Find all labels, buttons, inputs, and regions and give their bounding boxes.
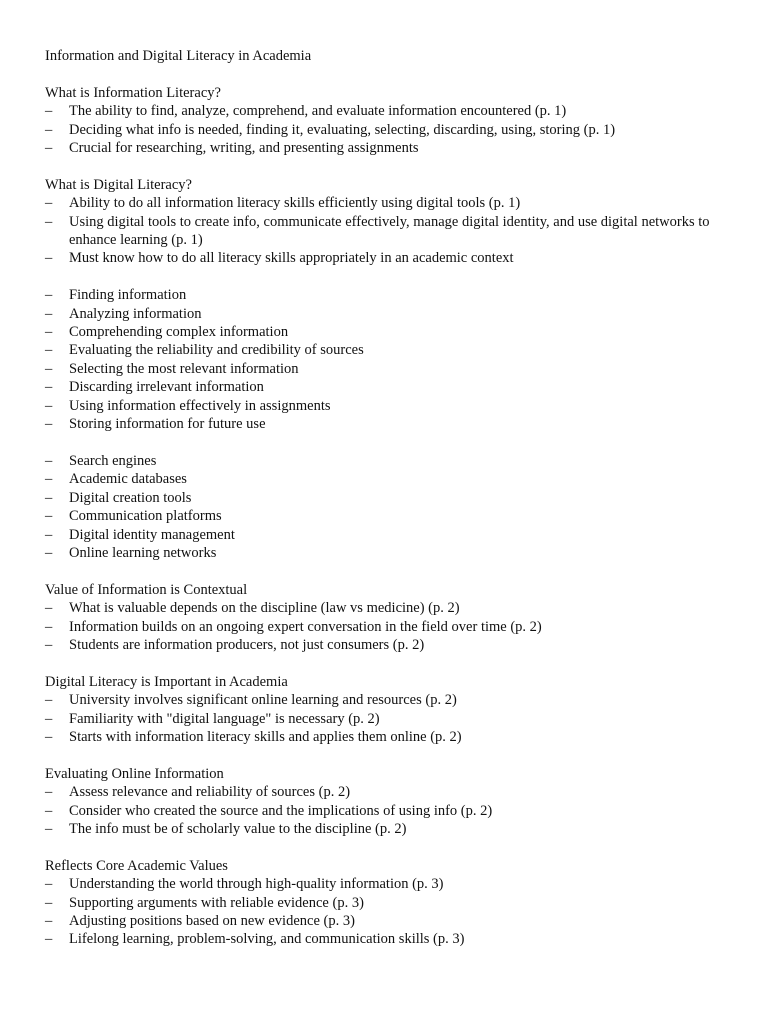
list-item [45, 599, 735, 617]
dash-bullet-icon: – [45, 195, 53, 212]
dash-bullet-icon: – [45, 692, 53, 709]
dash-bullet-icon: – [45, 802, 53, 819]
list-item-text: Must know how to do all literacy skills appropriately in an academic context [69, 250, 514, 267]
dash-bullet-icon: – [45, 710, 53, 727]
list-item-text: Comprehending complex information [69, 324, 289, 341]
bullet-list [45, 691, 735, 746]
list-item [45, 139, 735, 157]
list-item-text: Communication platforms [69, 508, 222, 525]
list-item [45, 875, 735, 893]
section-heading: Digital Literacy is Important in Academia [45, 673, 288, 690]
list-item-text: Information builds on an ongoing expert conversation in the field over time (p. 2) [69, 618, 542, 635]
notes-section [45, 176, 735, 268]
list-item [45, 341, 735, 359]
list-item-text: Using information effectively in assignments [69, 397, 331, 414]
list-item [45, 323, 735, 341]
bullet-list [45, 875, 735, 949]
list-item [45, 489, 735, 507]
list-item-text: Supporting arguments with reliable evidence (p. 3) [69, 894, 364, 911]
list-item [45, 912, 735, 930]
list-item-text: Starts with information literacy skills and applies them online (p. 2) [69, 728, 462, 745]
list-item-text: Digital identity management [69, 526, 235, 543]
document-sections [45, 84, 735, 949]
list-item [45, 507, 735, 525]
dash-bullet-icon: – [45, 894, 53, 911]
section-heading: Value of Information is Contextual [45, 581, 248, 598]
list-item [45, 470, 735, 488]
dash-bullet-icon: – [45, 931, 53, 948]
dash-bullet-icon: – [45, 324, 53, 341]
notes-section [45, 581, 735, 655]
notes-section [45, 286, 735, 433]
dash-bullet-icon: – [45, 636, 53, 653]
list-item [45, 121, 735, 139]
list-item-text: Storing information for future use [69, 416, 266, 433]
list-item [45, 544, 735, 562]
section-heading: What is Information Literacy? [45, 84, 221, 101]
list-item-text: Using digital tools to create info, communicate effectively, manage digital identity, and use digital networks to enhance learning (p. 1) [69, 213, 710, 249]
dash-bullet-icon: – [45, 379, 53, 396]
list-item [45, 636, 735, 654]
list-item-text: Deciding what info is needed, finding it, evaluating, selecting, discarding, using, storing (p. 1) [69, 121, 616, 138]
list-item-text: Familiarity with "digital language" is necessary (p. 2) [69, 710, 380, 727]
notes-section [45, 452, 735, 562]
list-item-text: Discarding irrelevant information [69, 379, 264, 396]
list-item [45, 249, 735, 267]
list-item [45, 783, 735, 801]
list-item-text: Lifelong learning, problem-solving, and communication skills (p. 3) [69, 931, 465, 948]
list-item [45, 305, 735, 323]
bullet-list [45, 452, 735, 562]
list-item [45, 618, 735, 636]
list-item [45, 930, 735, 948]
list-item-text: The ability to find, analyze, comprehend, and evaluate information encountered (p. 1) [69, 103, 567, 120]
dash-bullet-icon: – [45, 489, 53, 506]
list-item [45, 213, 735, 250]
list-item-text: Digital creation tools [69, 489, 192, 506]
dash-bullet-icon: – [45, 452, 53, 469]
dash-bullet-icon: – [45, 305, 53, 322]
dash-bullet-icon: – [45, 342, 53, 359]
document-page [45, 47, 735, 967]
bullet-list [45, 599, 735, 654]
list-item-text: Finding information [69, 287, 187, 304]
list-item [45, 894, 735, 912]
list-item [45, 397, 735, 415]
list-item-text: Evaluating the reliability and credibility of sources [69, 342, 364, 359]
dash-bullet-icon: – [45, 287, 53, 304]
dash-bullet-icon: – [45, 416, 53, 433]
list-item [45, 802, 735, 820]
dash-bullet-icon: – [45, 820, 53, 837]
list-item [45, 194, 735, 212]
section-heading: Evaluating Online Information [45, 765, 224, 782]
list-item-text: Selecting the most relevant information [69, 360, 299, 377]
list-item [45, 286, 735, 304]
list-item-text: Ability to do all information literacy skills efficiently using digital tools (p. 1) [69, 195, 521, 212]
list-item-text: Understanding the world through high-quality information (p. 3) [69, 876, 444, 893]
dash-bullet-icon: – [45, 121, 53, 138]
notes-section [45, 673, 735, 747]
list-item-text: University involves significant online learning and resources (p. 2) [69, 692, 457, 709]
dash-bullet-icon: – [45, 728, 53, 745]
dash-bullet-icon: – [45, 544, 53, 561]
dash-bullet-icon: – [45, 360, 53, 377]
list-item-text: Analyzing information [69, 305, 202, 322]
dash-bullet-icon: – [45, 600, 53, 617]
list-item-text: Students are information producers, not just consumers (p. 2) [69, 636, 425, 653]
list-item-text: What is valuable depends on the discipline (law vs medicine) (p. 2) [69, 600, 460, 617]
list-item-text: Crucial for researching, writing, and presenting assignments [69, 140, 419, 157]
list-item [45, 102, 735, 120]
list-item-text: Adjusting positions based on new evidence (p. 3) [69, 912, 355, 929]
dash-bullet-icon: – [45, 103, 53, 120]
list-item [45, 415, 735, 433]
section-heading: Reflects Core Academic Values [45, 857, 228, 874]
list-item [45, 820, 735, 838]
dash-bullet-icon: – [45, 250, 53, 267]
list-item [45, 710, 735, 728]
list-item [45, 691, 735, 709]
dash-bullet-icon: – [45, 213, 53, 230]
dash-bullet-icon: – [45, 471, 53, 488]
list-item-text: Search engines [69, 452, 157, 469]
list-item [45, 728, 735, 746]
dash-bullet-icon: – [45, 912, 53, 929]
section-heading: What is Digital Literacy? [45, 176, 192, 193]
dash-bullet-icon: – [45, 508, 53, 525]
notes-section [45, 765, 735, 839]
list-item [45, 452, 735, 470]
document-title: Information and Digital Literacy in Academia [45, 48, 312, 64]
dash-bullet-icon: – [45, 140, 53, 157]
list-item-text: The info must be of scholarly value to the discipline (p. 2) [69, 820, 407, 837]
list-item-text: Consider who created the source and the implications of using info (p. 2) [69, 802, 493, 819]
notes-section [45, 857, 735, 949]
dash-bullet-icon: – [45, 876, 53, 893]
dash-bullet-icon: – [45, 397, 53, 414]
bullet-list [45, 286, 735, 433]
bullet-list [45, 194, 735, 268]
list-item [45, 378, 735, 396]
list-item-text: Online learning networks [69, 544, 217, 561]
list-item-text: Assess relevance and reliability of sources (p. 2) [69, 784, 351, 801]
bullet-list [45, 783, 735, 838]
notes-section [45, 84, 735, 158]
list-item [45, 360, 735, 378]
list-item-text: Academic databases [69, 471, 187, 488]
dash-bullet-icon: – [45, 618, 53, 635]
dash-bullet-icon: – [45, 526, 53, 543]
dash-bullet-icon: – [45, 784, 53, 801]
list-item [45, 526, 735, 544]
bullet-list [45, 102, 735, 157]
